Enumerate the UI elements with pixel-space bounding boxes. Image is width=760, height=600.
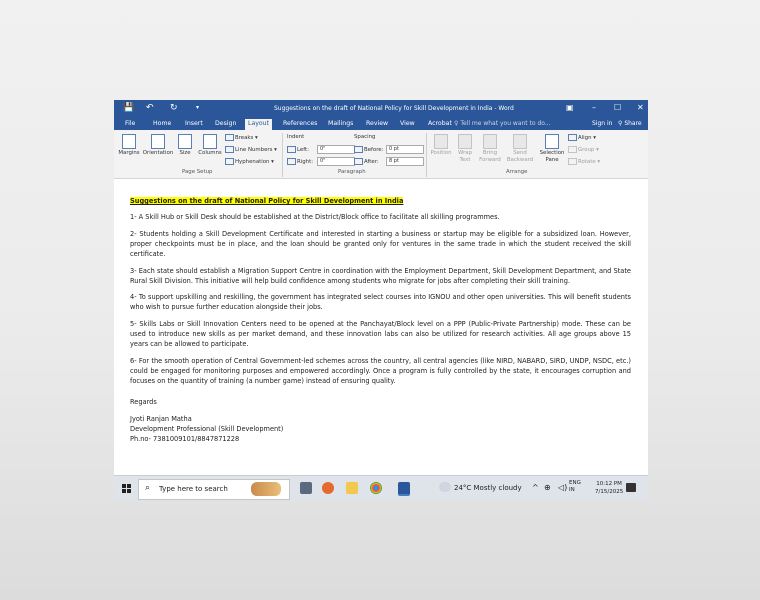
indent-right-input[interactable]: 0" bbox=[317, 157, 355, 166]
sign-in-link[interactable]: Sign in bbox=[592, 120, 613, 127]
signature-name: Jyoti Ranjan Matha bbox=[130, 414, 192, 423]
minimize-button[interactable]: – bbox=[592, 103, 596, 112]
share-button[interactable] bbox=[618, 120, 642, 127]
word-taskbar-icon[interactable] bbox=[398, 482, 410, 496]
spacing-label: Spacing bbox=[354, 134, 376, 140]
search-icon: ⌕ bbox=[145, 483, 151, 493]
chrome-icon[interactable] bbox=[370, 482, 382, 494]
chevron-up-icon[interactable]: ^ bbox=[532, 483, 539, 492]
person-icon: ⚲ bbox=[618, 120, 625, 127]
windows-start-icon[interactable] bbox=[122, 484, 131, 493]
signature-title: Development Professional (Skill Development) bbox=[130, 424, 284, 433]
spacing-before-input[interactable]: 0 pt bbox=[386, 145, 424, 154]
spacing-after-input[interactable]: 8 pt bbox=[386, 157, 424, 166]
size-button[interactable] bbox=[176, 134, 194, 156]
tab-home[interactable]: Home bbox=[153, 120, 172, 127]
tab-design[interactable]: Design bbox=[215, 120, 237, 127]
margins-icon bbox=[122, 134, 136, 149]
spacing-after-icon-label bbox=[354, 158, 379, 165]
group-icon bbox=[568, 146, 577, 153]
wrap-text-button[interactable] bbox=[454, 134, 476, 164]
indent-right-icon-label bbox=[287, 158, 313, 165]
paragraph-6: 6- For the smooth operation of Central Government-led schemes across the country, all central agencies (like NIRD, NABARD, SIRD, UNDP, NSDC, etc.) could be engaged for monitoring purposes and empowered accordingly. Once a program is fully controlled by the state, it encourages corruption and focuses on the quantity of training (a number game) instead of ensuring quality. bbox=[130, 356, 631, 385]
file-explorer-icon[interactable] bbox=[346, 482, 358, 494]
redo-icon[interactable]: ↻ bbox=[170, 103, 178, 113]
group-label-paragraph: Paragraph bbox=[338, 169, 366, 175]
volume-icon[interactable]: ◁) bbox=[558, 483, 568, 492]
maximize-button[interactable]: ☐ bbox=[614, 103, 622, 112]
signature-phone: Ph.no- 7381009101/8847871228 bbox=[130, 434, 240, 443]
taskbar bbox=[114, 475, 648, 500]
wrap-text-label: Wrap Text bbox=[457, 150, 473, 163]
paragraph-5: 5- Skills Labs or Skill Innovation Centers need to be opened at the Panchayat/Block level on a PPP (Public-Private Partnership) mode. These can be used to introduce new skills as per market demand, and these innovation labs can also be utilized for research activities. All age groups above 15 years can be allowed to participate. bbox=[130, 319, 631, 349]
line-numbers-label: Line Numbers ▾ bbox=[235, 147, 277, 153]
rotate-icon bbox=[568, 158, 577, 165]
margins-label: Margins bbox=[118, 150, 140, 156]
orientation-icon bbox=[151, 134, 165, 149]
spacing-after-icon bbox=[354, 158, 363, 165]
task-view-icon[interactable] bbox=[300, 482, 312, 494]
align-label: Align ▾ bbox=[578, 135, 596, 141]
indent-right-icon bbox=[287, 158, 296, 165]
ribbon-tabs bbox=[114, 117, 648, 130]
send-backward-label: Send Backward bbox=[506, 150, 534, 163]
language-code: ENG bbox=[569, 480, 581, 486]
align-button[interactable] bbox=[568, 134, 596, 141]
position-label: Position bbox=[430, 150, 452, 156]
undo-icon[interactable]: ↶ bbox=[146, 103, 154, 113]
clock-date: 7/15/2025 bbox=[595, 489, 624, 495]
indent-label: Indent bbox=[287, 134, 305, 140]
spacing-before-label: Before: bbox=[364, 147, 384, 153]
group-label: Group ▾ bbox=[578, 147, 599, 153]
align-icon bbox=[568, 134, 577, 141]
window-title: Suggestions on the draft of National Policy for Skill Development in India - Word bbox=[274, 105, 514, 112]
size-label: Size bbox=[179, 150, 191, 156]
group-button[interactable] bbox=[568, 146, 599, 153]
columns-button[interactable] bbox=[197, 134, 223, 156]
paragraph-1: 1- A Skill Hub or Skill Desk should be established at the District/Block office to facilitate all skilling programmes. bbox=[130, 213, 500, 222]
paragraph-4: 4- To support upskilling and reskilling, the government has integrated select courses into IGNOU and other open universities. This will benefit students who wish to pursue further education alongside their jobs. bbox=[130, 293, 631, 312]
breaks-button[interactable] bbox=[225, 134, 258, 141]
document-heading: Suggestions on the draft of National Policy for Skill Development in India bbox=[130, 197, 404, 205]
tab-layout[interactable]: Layout bbox=[245, 119, 272, 130]
bring-forward-icon bbox=[483, 134, 497, 149]
send-backward-icon bbox=[513, 134, 527, 149]
hyphenation-button[interactable] bbox=[225, 158, 274, 165]
document-body bbox=[130, 196, 631, 444]
hyphenation-label: Hyphenation ▾ bbox=[235, 159, 274, 165]
tab-view[interactable]: View bbox=[400, 120, 415, 127]
margins-button[interactable] bbox=[117, 134, 141, 156]
size-icon bbox=[178, 134, 192, 149]
paragraph-2: 2- Students holding a Skill Development Certificate and interested in starting a business or startup may be eligible for a subsidized loan. However, proper checkpoints must be in place, and the loan should be granted only for ventures in the same trade in which the student received the skill certificate. bbox=[130, 229, 631, 259]
customize-quick-access-icon[interactable]: ▾ bbox=[196, 104, 200, 111]
spacing-after-label: After: bbox=[364, 159, 379, 165]
clock[interactable] bbox=[595, 480, 623, 496]
indent-left-label: Left: bbox=[297, 147, 309, 153]
tab-file[interactable]: File bbox=[125, 120, 136, 127]
clock-time: 10:12 PM bbox=[596, 481, 622, 487]
group-label-page-setup: Page Setup bbox=[182, 169, 213, 175]
selection-pane-label: Selection Pane bbox=[539, 150, 565, 163]
hyphenation-icon bbox=[225, 158, 234, 165]
save-icon[interactable]: 💾 bbox=[123, 103, 135, 113]
ribbon-display-options-icon[interactable]: ▣ bbox=[566, 103, 574, 112]
breaks-label: Breaks ▾ bbox=[235, 135, 258, 141]
weather-icon bbox=[439, 482, 451, 492]
share-label: Share bbox=[624, 120, 642, 127]
indent-right-label: Right: bbox=[297, 159, 314, 165]
tell-me-text: Tell me what you want to do... bbox=[460, 120, 551, 127]
position-icon bbox=[434, 134, 448, 149]
lightbulb-icon: ♀ bbox=[454, 120, 461, 127]
tab-insert[interactable]: Insert bbox=[185, 120, 203, 127]
wrap-text-icon bbox=[458, 134, 472, 149]
rotate-label: Rotate ▾ bbox=[578, 159, 601, 165]
selection-pane-icon bbox=[545, 134, 559, 149]
rotate-button[interactable] bbox=[568, 158, 600, 165]
search-placeholder: Type here to search bbox=[159, 485, 228, 493]
weather-widget[interactable]: 24°C Mostly cloudy bbox=[454, 484, 522, 492]
line-numbers-button[interactable] bbox=[225, 146, 277, 153]
tab-review[interactable]: Review bbox=[366, 120, 389, 127]
ribbon-layout bbox=[114, 130, 648, 179]
indent-left-icon-label bbox=[287, 146, 309, 153]
bring-forward-button[interactable] bbox=[476, 134, 504, 164]
taskbar-search-input[interactable] bbox=[138, 479, 290, 500]
word-window bbox=[114, 100, 648, 500]
region-code: IN bbox=[569, 487, 575, 493]
breaks-icon bbox=[225, 134, 234, 141]
columns-icon bbox=[203, 134, 217, 149]
ribbon-separator bbox=[282, 133, 283, 177]
language-indicator[interactable] bbox=[569, 480, 581, 494]
paragraph-3: 3- Each state should establish a Migration Support Centre in coordination with the Employment Department, Skill Development Department, and State Rural Skill Division. This initiative will help build confidence among students who migrate for jobs after completing their skill training. bbox=[130, 266, 631, 285]
tab-references[interactable]: References bbox=[283, 120, 318, 127]
ribbon-separator bbox=[426, 133, 427, 177]
spacing-before-icon-label bbox=[354, 146, 383, 153]
orientation-button[interactable] bbox=[142, 134, 174, 156]
group-label-arrange: Arrange bbox=[506, 169, 528, 175]
tell-me-search[interactable] bbox=[454, 120, 551, 127]
send-backward-button[interactable] bbox=[504, 134, 536, 164]
close-button[interactable]: ✕ bbox=[637, 103, 644, 112]
tab-acrobat[interactable]: Acrobat bbox=[428, 120, 452, 127]
network-icon[interactable]: ⊕ bbox=[544, 483, 551, 492]
selection-pane-button[interactable] bbox=[538, 134, 566, 164]
bring-forward-label: Bring Forward bbox=[479, 150, 501, 163]
columns-label: Columns bbox=[198, 150, 222, 156]
firefox-icon[interactable] bbox=[322, 482, 334, 494]
search-highlight-icon bbox=[251, 482, 281, 496]
spacing-before-icon bbox=[354, 146, 363, 153]
tab-mailings[interactable]: Mailings bbox=[328, 120, 354, 127]
position-button[interactable] bbox=[428, 134, 454, 156]
notifications-icon[interactable] bbox=[626, 483, 636, 492]
indent-left-icon bbox=[287, 146, 296, 153]
title-bar bbox=[114, 100, 648, 117]
orientation-label: Orientation bbox=[142, 150, 174, 156]
indent-left-input[interactable]: 0" bbox=[317, 145, 355, 154]
document-page[interactable] bbox=[114, 179, 648, 475]
line-numbers-icon bbox=[225, 146, 234, 153]
regards-text: Regards bbox=[130, 398, 157, 407]
